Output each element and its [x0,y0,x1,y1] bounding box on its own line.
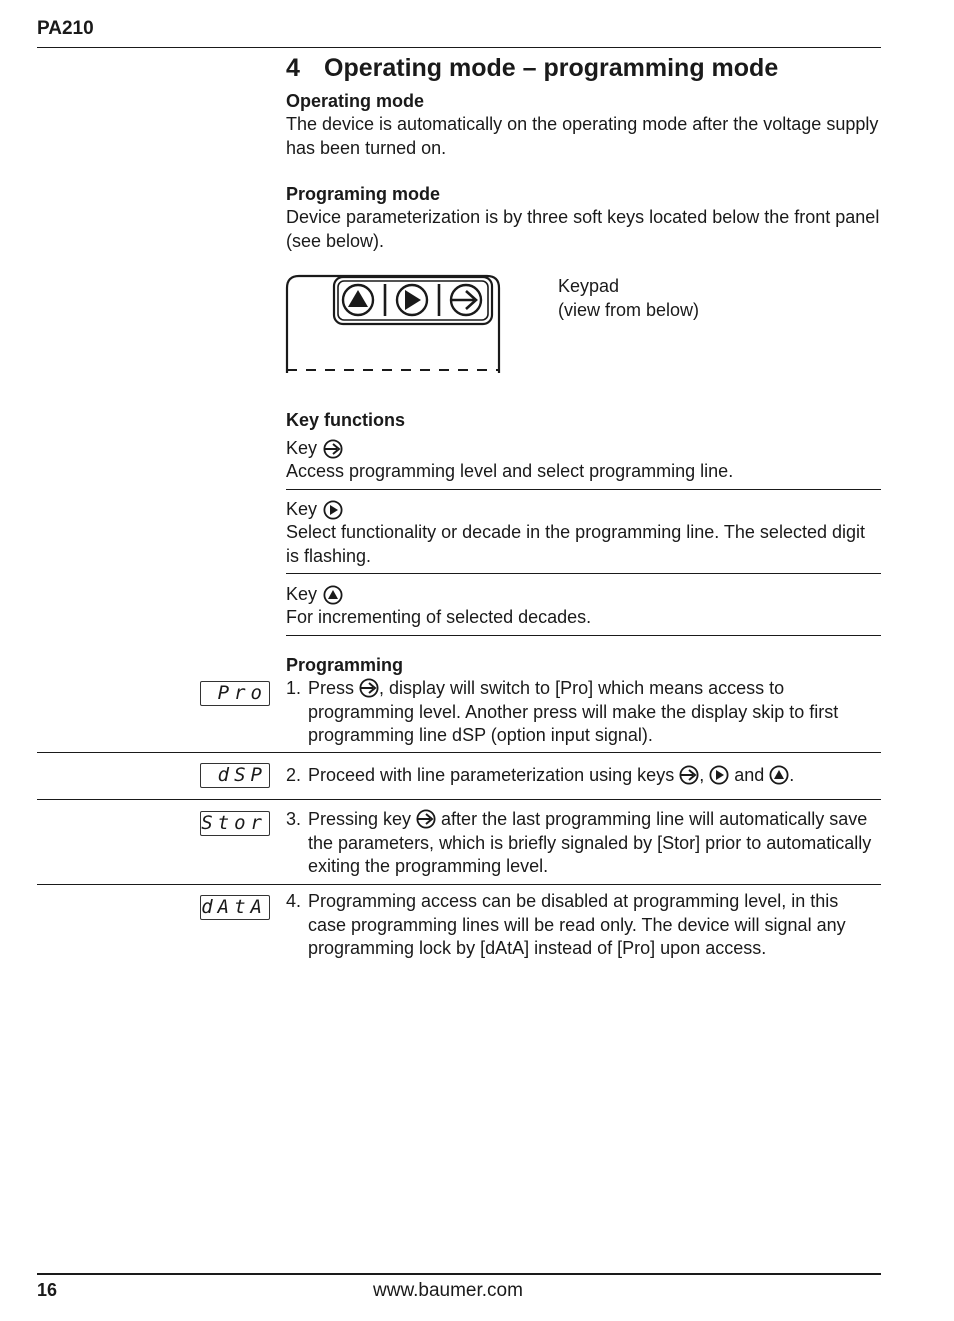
step-text-post: , display will switch to [Pro] which means access to programming level. Another press will make the display skip to first programming line dSP (option input signal). [308,678,839,745]
programming-step [286,677,876,748]
programming-step [286,890,876,961]
step-number: 3. [286,809,302,829]
divider [37,884,881,885]
enter-arrow-icon [416,809,436,829]
operating-mode-body: The device is automatically on the operating mode after the voltage supply has been turned on. [286,114,879,158]
enter-arrow-icon [359,678,379,698]
programming-step [286,764,876,788]
keypad-caption-line2: (view from below) [558,299,700,320]
divider [286,573,881,574]
divider [37,799,881,800]
lcd-display-stor: Stor [200,811,270,836]
key-function-desc: Access programming level and select programming line. [286,461,734,481]
step-number: 4. [286,891,302,911]
play-right-icon [709,765,729,785]
keypad-caption-line1: Keypad [558,276,620,296]
keypad-illustration [285,274,501,374]
section-number: 4 [286,54,300,82]
page-number: 16 [37,1280,58,1300]
enter-arrow-icon [323,439,343,459]
programing-mode-body: Device parameterization is by three soft keys located below the front panel (see below). [286,207,880,251]
key-label: Key [286,499,318,519]
step-text-sep: and [729,765,770,785]
operating-mode-heading: Operating mode [286,91,425,111]
programing-mode-heading: Programing mode [286,184,441,204]
keypad-enter-key-icon [451,285,481,315]
step-text-pre: Pressing key [308,809,417,829]
key-function-item [286,498,881,568]
step-text-pre: Press [308,678,360,698]
key-function-item [286,583,881,630]
divider [37,752,881,753]
key-label: Key [286,584,318,604]
keypad-up-key-icon [343,285,373,315]
step-text: Programming access can be disabled at programming level, in this case programming lines will be read only. The device will signal any programming lock by [dAtA] instead of [Pro] upon access. [308,891,846,958]
programming-step [286,808,876,879]
step-number: 2. [286,765,302,785]
step-number: 1. [286,678,302,698]
play-right-icon [323,500,343,520]
keypad-right-key-icon [397,285,427,315]
programming-heading: Programming [286,655,404,675]
key-functions-heading: Key functions [286,410,406,430]
footer-rule [37,1273,881,1275]
key-function-desc: For incrementing of selected decades. [286,607,592,627]
key-function-item [286,437,881,484]
step-text-post: after the last programming line will automatically save the parameters, which is briefly signaled by [Stor] prior to automatically exiting the programming level. [308,809,872,876]
step-text-sep: , [699,765,710,785]
lcd-display-data: dAtA [200,895,270,920]
section-heading [286,54,778,83]
up-triangle-icon [769,765,789,785]
step-text-pre: Proceed with line parameterization using keys [308,765,680,785]
divider [286,489,881,490]
section-title: Operating mode – programming mode [324,54,779,82]
step-text-post: . [789,765,795,785]
lcd-display-pro: Pro [200,681,270,706]
up-triangle-icon [323,585,343,605]
header-rule [37,47,881,48]
key-label: Key [286,438,318,458]
keypad-caption [558,275,699,322]
key-function-desc: Select functionality or decade in the programming line. The selected digit is flashing. [286,522,865,566]
lcd-display-dsp: dSP [200,763,270,788]
document-header-title: PA210 [37,18,94,39]
footer-website-link[interactable]: www.baumer.com [373,1280,523,1301]
divider [286,635,881,636]
enter-arrow-icon [679,765,699,785]
